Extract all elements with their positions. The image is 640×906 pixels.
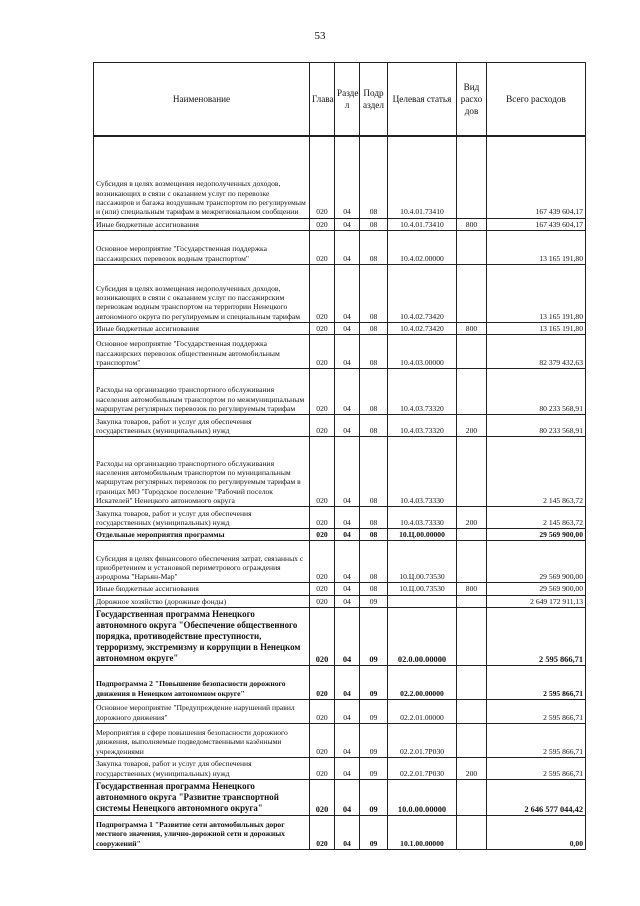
cell-name: Закупка товаров, работ и услуг для обеспечения государственных (муниципальных) нужд — [94, 507, 310, 529]
cell-total: 2 595 866,71 — [487, 723, 586, 757]
header-expense-type: Вид расхо дов — [457, 63, 487, 137]
table-row — [94, 264, 586, 322]
cell-total: 80 233 568,91 — [487, 369, 586, 415]
cell-razdel: 04 — [335, 136, 360, 218]
cell-podrazdel: 08 — [360, 529, 388, 541]
cell-podrazdel: 09 — [360, 607, 388, 665]
cell-total: 167 439 604,17 — [487, 218, 586, 230]
header-target-article: Целевая статья — [388, 63, 457, 137]
cell-podrazdel: 08 — [360, 541, 388, 583]
cell-expense-type: 800 — [457, 218, 487, 230]
page-number: 53 — [314, 30, 326, 42]
cell-target-article: 10.4.02.73420 — [388, 322, 457, 334]
cell-name: Основное мероприятие "Государственная поддержка пассажирских перевозок водным транспортом" — [94, 230, 310, 264]
table-row — [94, 541, 586, 583]
header-total-expenses: Всего расходов — [487, 63, 586, 137]
cell-razdel: 04 — [335, 779, 360, 815]
cell-target-article: 10.Ц.00.73530 — [388, 583, 457, 595]
cell-total: 2 649 172 911,13 — [487, 595, 586, 607]
cell-glava: 020 — [310, 757, 335, 779]
cell-name: Основное мероприятие "Предупреждение нарушений правил дорожного движения" — [94, 699, 310, 723]
cell-expense-type: 200 — [457, 757, 487, 779]
cell-name: Иные бюджетные ассигнования — [94, 218, 310, 230]
cell-name: Основное мероприятие "Государственная поддержка пассажирских перевозок общественным автомобильным транспортом" — [94, 335, 310, 369]
cell-glava: 020 — [310, 136, 335, 218]
cell-podrazdel: 09 — [360, 699, 388, 723]
cell-expense-type — [457, 369, 487, 415]
cell-target-article: 10.4.02.73420 — [388, 264, 457, 322]
cell-total: 2 595 866,71 — [487, 699, 586, 723]
cell-target-article: 02.2.01.00000 — [388, 699, 457, 723]
cell-expense-type: 800 — [457, 322, 487, 334]
cell-glava: 020 — [310, 322, 335, 334]
cell-razdel: 04 — [335, 369, 360, 415]
table-row — [94, 136, 586, 218]
cell-razdel: 04 — [335, 322, 360, 334]
table-row — [94, 322, 586, 334]
cell-name: Подпрограмма 1 "Развитие сети автомобильных дорог местного значения, улично-дорожной сети и дорожных сооружений" — [94, 815, 310, 849]
cell-glava: 020 — [310, 699, 335, 723]
cell-total: 13 165 191,80 — [487, 322, 586, 334]
cell-razdel: 04 — [335, 218, 360, 230]
cell-expense-type — [457, 665, 487, 699]
cell-name: Иные бюджетные ассигнования — [94, 583, 310, 595]
cell-glava: 020 — [310, 583, 335, 595]
cell-target-article: 02.0.00.00000 — [388, 607, 457, 665]
table-row — [94, 699, 586, 723]
cell-expense-type — [457, 136, 487, 218]
cell-total: 2 595 866,71 — [487, 607, 586, 665]
cell-podrazdel: 08 — [360, 507, 388, 529]
cell-podrazdel: 08 — [360, 335, 388, 369]
cell-razdel: 04 — [335, 665, 360, 699]
table-row — [94, 665, 586, 699]
cell-target-article: 10.Ц.00.00000 — [388, 529, 457, 541]
header-name: Наименование — [94, 63, 310, 137]
cell-glava: 020 — [310, 529, 335, 541]
cell-glava: 020 — [310, 369, 335, 415]
cell-total: 167 439 604,17 — [487, 136, 586, 218]
cell-target-article: 10.4.03.00000 — [388, 335, 457, 369]
cell-target-article: 10.Ц.00.73530 — [388, 541, 457, 583]
cell-razdel: 04 — [335, 437, 360, 507]
cell-razdel: 04 — [335, 541, 360, 583]
cell-name: Субсидия в целях возмещения недополученных доходов, возникающих в связи с оказанием услуг по перевозке пассажиров и багажа воздушным транспортом по регулируемым и (или) специальным тарифам в межрегиональном сообщении — [94, 136, 310, 218]
cell-total: 80 233 568,91 — [487, 415, 586, 437]
cell-total: 29 569 900,00 — [487, 541, 586, 583]
cell-total: 82 379 432,63 — [487, 335, 586, 369]
cell-total: 2 595 866,71 — [487, 665, 586, 699]
cell-razdel: 04 — [335, 595, 360, 607]
cell-glava: 020 — [310, 541, 335, 583]
cell-podrazdel: 09 — [360, 757, 388, 779]
cell-expense-type — [457, 815, 487, 849]
cell-glava: 020 — [310, 415, 335, 437]
cell-expense-type — [457, 595, 487, 607]
table-row — [94, 607, 586, 665]
cell-total: 2 145 863,72 — [487, 507, 586, 529]
table-row — [94, 437, 586, 507]
cell-name: Подпрограмма 2 "Повышение безопасности дорожного движения в Ненецком автономном округе" — [94, 665, 310, 699]
table-row — [94, 218, 586, 230]
cell-name: Субсидия в целях возмещения недополученных доходов, возникающих в связи с оказанием услуг по пассажирским перевозкам водным транспортом на территории Ненецкого автономного округа по регулируемым и специальным тарифам — [94, 264, 310, 322]
cell-expense-type — [457, 779, 487, 815]
cell-total: 0,00 — [487, 815, 586, 849]
table-row — [94, 583, 586, 595]
cell-expense-type — [457, 529, 487, 541]
cell-target-article — [388, 595, 457, 607]
cell-razdel: 04 — [335, 335, 360, 369]
cell-glava: 020 — [310, 779, 335, 815]
cell-glava: 020 — [310, 218, 335, 230]
cell-razdel: 04 — [335, 507, 360, 529]
cell-podrazdel: 09 — [360, 723, 388, 757]
cell-podrazdel: 09 — [360, 665, 388, 699]
cell-target-article: 10.4.03.73330 — [388, 507, 457, 529]
cell-razdel: 04 — [335, 815, 360, 849]
cell-name: Субсидия в целях финансового обеспечения затрат, связанных с приобретением и установкой периметрового ограждения аэродрома "Нарьян-Мар" — [94, 541, 310, 583]
cell-total: 13 165 191,80 — [487, 264, 586, 322]
cell-expense-type: 200 — [457, 507, 487, 529]
cell-razdel: 04 — [335, 699, 360, 723]
header-podrazdel: Подр аздел — [360, 63, 388, 137]
cell-target-article: 10.4.01.73410 — [388, 136, 457, 218]
cell-glava: 020 — [310, 607, 335, 665]
table-row — [94, 415, 586, 437]
cell-name: Государственная программа Ненецкого автономного округа "Развитие транспортной системы Ненецкого автономного округа" — [94, 779, 310, 815]
table-row — [94, 529, 586, 541]
table-body — [94, 136, 586, 849]
cell-expense-type — [457, 607, 487, 665]
cell-name: Государственная программа Ненецкого автономного округа "Обеспечение общественного порядка, противодействие преступности, терроризму, экстремизму и коррупции в Ненецком автономном округе" — [94, 607, 310, 665]
cell-razdel: 04 — [335, 529, 360, 541]
cell-name: Мероприятия в сфере повышения безопасности дорожного движения, выполняемые подведомственными казёнными учреждениями — [94, 723, 310, 757]
cell-expense-type — [457, 264, 487, 322]
cell-expense-type: 200 — [457, 415, 487, 437]
cell-podrazdel: 08 — [360, 415, 388, 437]
cell-expense-type — [457, 723, 487, 757]
cell-name: Отдельные мероприятия программы — [94, 529, 310, 541]
cell-podrazdel: 08 — [360, 136, 388, 218]
cell-total: 2 145 863,72 — [487, 437, 586, 507]
cell-name: Расходы на организацию транспортного обслуживания населения автомобильным транспортом по муниципальным маршрутам регулярных перевозок по регулируемым тарифам в границах МО "Городское поселение "Рабочий поселок Искателей" Ненецкого автономного округа — [94, 437, 310, 507]
cell-podrazdel: 08 — [360, 218, 388, 230]
cell-glava: 020 — [310, 264, 335, 322]
cell-glava: 020 — [310, 723, 335, 757]
cell-glava: 020 — [310, 665, 335, 699]
cell-razdel: 04 — [335, 607, 360, 665]
cell-target-article: 10.0.00.00000 — [388, 779, 457, 815]
cell-name: Иные бюджетные ассигнования — [94, 322, 310, 334]
cell-total: 29 569 900,00 — [487, 583, 586, 595]
cell-podrazdel: 08 — [360, 583, 388, 595]
cell-expense-type — [457, 437, 487, 507]
cell-razdel: 04 — [335, 415, 360, 437]
cell-target-article: 10.4.01.73410 — [388, 218, 457, 230]
cell-podrazdel: 09 — [360, 595, 388, 607]
table-header-row — [94, 63, 586, 137]
cell-podrazdel: 08 — [360, 322, 388, 334]
cell-name: Закупка товаров, работ и услуг для обеспечения государственных (муниципальных) нужд — [94, 757, 310, 779]
cell-expense-type: 800 — [457, 583, 487, 595]
cell-expense-type — [457, 699, 487, 723]
header-glava: Глава — [310, 63, 335, 137]
cell-expense-type — [457, 541, 487, 583]
cell-target-article: 10.4.03.73330 — [388, 437, 457, 507]
table-row — [94, 230, 586, 264]
table-row — [94, 815, 586, 849]
cell-podrazdel: 08 — [360, 264, 388, 322]
cell-target-article: 02.2.00.00000 — [388, 665, 457, 699]
cell-target-article: 10.1.00.00000 — [388, 815, 457, 849]
cell-target-article: 10.4.03.73320 — [388, 369, 457, 415]
cell-glava: 020 — [310, 335, 335, 369]
cell-expense-type — [457, 230, 487, 264]
table-row — [94, 595, 586, 607]
table-row — [94, 507, 586, 529]
cell-razdel: 04 — [335, 723, 360, 757]
cell-glava: 020 — [310, 815, 335, 849]
cell-total: 2 646 577 044,42 — [487, 779, 586, 815]
cell-razdel: 04 — [335, 230, 360, 264]
cell-podrazdel: 08 — [360, 437, 388, 507]
table-row — [94, 757, 586, 779]
table-row — [94, 779, 586, 815]
cell-name: Закупка товаров, работ и услуг для обеспечения государственных (муниципальных) нужд — [94, 415, 310, 437]
cell-expense-type — [457, 335, 487, 369]
cell-total: 29 569 900,00 — [487, 529, 586, 541]
cell-podrazdel: 09 — [360, 779, 388, 815]
cell-podrazdel: 09 — [360, 815, 388, 849]
table-row — [94, 369, 586, 415]
cell-razdel: 04 — [335, 757, 360, 779]
cell-name: Расходы на организацию транспортного обслуживания населения автомобильным транспортом по межмуниципальным маршрутам регулярных перевозок по регулируемым тарифам — [94, 369, 310, 415]
budget-table — [93, 62, 586, 850]
cell-target-article: 10.4.02.00000 — [388, 230, 457, 264]
cell-glava: 020 — [310, 437, 335, 507]
cell-target-article: 02.2.01.7Р030 — [388, 757, 457, 779]
cell-target-article: 02.2.01.7Р030 — [388, 723, 457, 757]
cell-podrazdel: 08 — [360, 230, 388, 264]
header-razdel: Разде л — [335, 63, 360, 137]
cell-razdel: 04 — [335, 264, 360, 322]
cell-total: 2 595 866,71 — [487, 757, 586, 779]
cell-name: Дорожное хозяйство (дорожные фонды) — [94, 595, 310, 607]
cell-glava: 020 — [310, 230, 335, 264]
cell-glava: 020 — [310, 595, 335, 607]
table-row — [94, 723, 586, 757]
table-row — [94, 335, 586, 369]
cell-razdel: 04 — [335, 583, 360, 595]
cell-target-article: 10.4.03.73320 — [388, 415, 457, 437]
cell-podrazdel: 08 — [360, 369, 388, 415]
cell-glava: 020 — [310, 507, 335, 529]
cell-total: 13 165 191,80 — [487, 230, 586, 264]
